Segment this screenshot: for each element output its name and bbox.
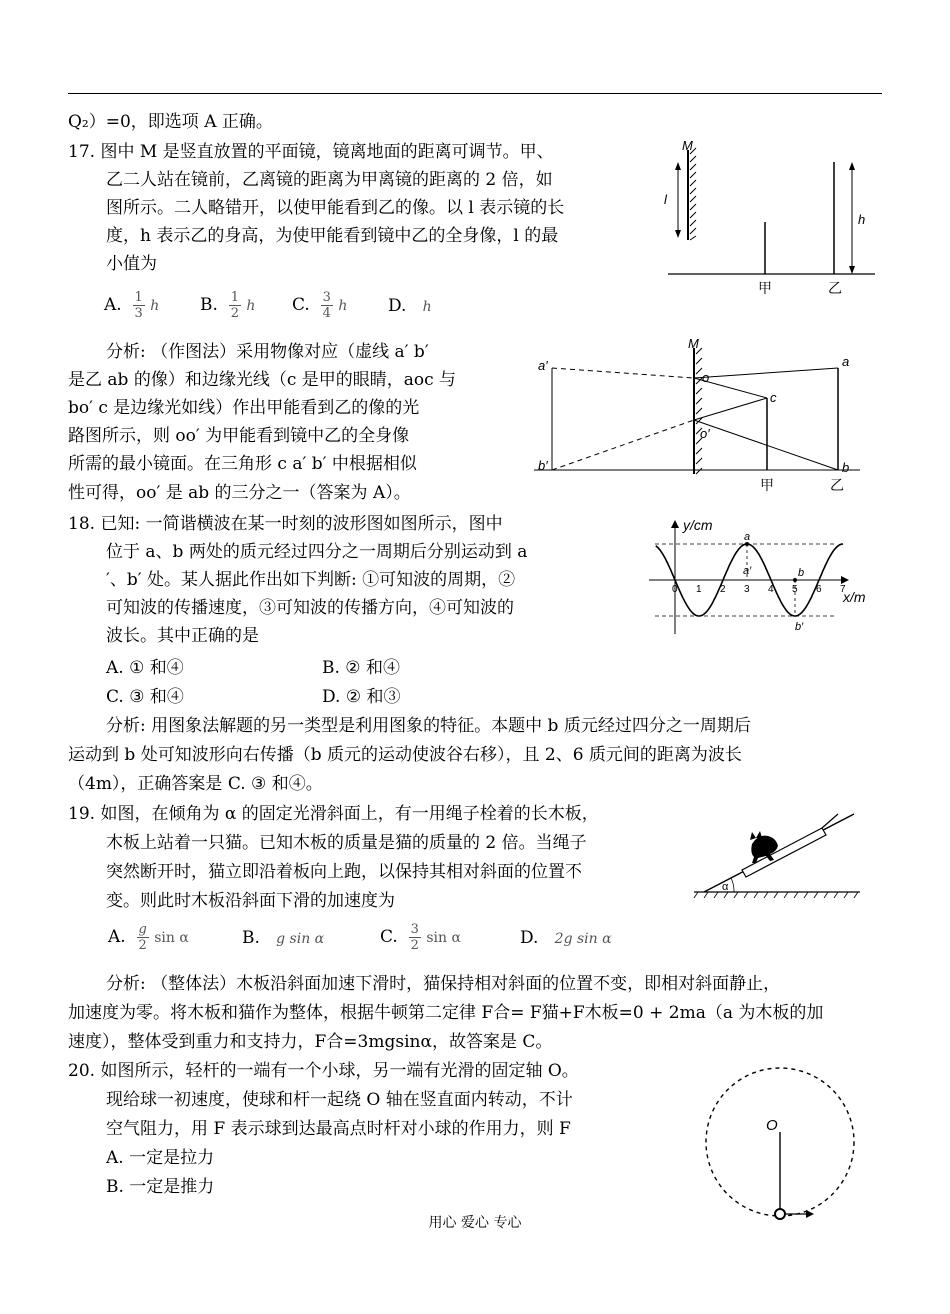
question-18-line: 位于 a、b 两处的质元经过四分之一周期后分别运动到 a <box>106 542 528 562</box>
point-a-label: a <box>842 354 850 369</box>
point-b-label: b <box>842 460 850 475</box>
question-17-line: 乙二人站在镜前，乙离镜的距离为甲离镜的距离的 2 倍，如 <box>106 170 553 190</box>
tick-label: 7 <box>840 584 846 595</box>
point-c-label: c <box>770 390 777 405</box>
height-label: h <box>858 212 866 227</box>
question-18-line: 波长。其中正确的是 <box>106 626 259 646</box>
question-19-line: 变。则此时木板沿斜面下滑的加速度为 <box>106 891 395 911</box>
person-jia-label: 甲 <box>760 477 774 493</box>
option-18-c: C. ③ 和④ <box>106 687 184 707</box>
point-b-label: b <box>798 567 805 579</box>
tick-label: 4 <box>768 584 774 595</box>
point-o-label: o <box>702 370 710 385</box>
tick-label: 2 <box>720 584 726 595</box>
question-19-line: 木板上站着一只猫。已知木板的质量是猫的质量的 2 倍。当绳子 <box>106 833 587 853</box>
text-line: Q₂）=0，即选项 A 正确。 <box>68 112 273 132</box>
option-19-c: C. $\frac{3}{2}$ sin α <box>380 922 461 953</box>
option-18-d: D. ② 和③ <box>322 687 401 707</box>
mirror-figure <box>660 138 885 298</box>
tick-label: 6 <box>816 584 822 595</box>
circular-motion-figure <box>700 1062 860 1226</box>
angle-alpha-label: α <box>722 881 729 893</box>
question-18-line: 可知波的传播速度，③可知波的传播方向，④可知波的 <box>106 598 514 618</box>
tick-label: 5 <box>792 584 798 595</box>
option-20-a: A. 一定是拉力 <box>106 1148 215 1168</box>
tick-label: 3 <box>744 584 750 595</box>
axis-o-label: O <box>766 1117 778 1134</box>
option-18-a: A. ① 和④ <box>106 658 184 678</box>
analysis-17-line: 是乙 ab 的像）和边缘光线（c 是甲的眼睛，aoc 与 <box>68 370 457 390</box>
wave-graph-figure <box>645 510 880 638</box>
point-o-prime-label: o′ <box>700 426 710 441</box>
question-20-line: 现给球一初速度，使球和杆一起绕 O 轴在竖直面内转动，不计 <box>106 1090 573 1110</box>
point-a-prime-label: a′ <box>743 565 752 577</box>
image-top-label: a′ <box>538 358 548 373</box>
analysis-17-line: 分析: （作图法）采用物像对应（虚线 a′ b′ <box>106 342 429 362</box>
question-20-line: 20. 如图所示，轻杆的一端有一个小球，另一端有光滑的固定轴 O。 <box>68 1061 579 1081</box>
question-18-line: ′、b′ 处。某人据此作出如下判断: ①可知波的周期，② <box>106 570 516 590</box>
question-19-line: 突然断开时，猫立即沿着板向上跑，以保持其相对斜面的位置不 <box>106 862 582 882</box>
option-19-d: D. 2g sin α <box>520 928 612 948</box>
option-19-b: B. g sin α <box>242 928 325 948</box>
analysis-19-line: 加速度为零。将木板和猫作为整体，根据牛顿第二定律 F合= F猫+F木板=0 + 2ma（a 为木板的加 <box>68 1003 824 1023</box>
analysis-17-line: 性可得，oo′ 是 ab 的三分之一（答案为 A）。 <box>68 483 411 503</box>
analysis-17-line: 所需的最小镜面。在三角形 c a′ b′ 中根据相似 <box>68 454 417 474</box>
tick-label: 1 <box>696 584 702 595</box>
question-18-line: 18. 已知: 一简谐横波在某一时刻的波形图如图所示，图中 <box>68 514 503 534</box>
point-a-label: a <box>744 531 751 543</box>
analysis-19-line: 分析: （整体法）木板沿斜面加速下滑时，猫保持相对斜面的位置不变，即相对斜面静止， <box>106 974 781 994</box>
option-17-c: C. $\frac{3}{4}$ h <box>292 290 348 321</box>
option-17-a: A. $\frac{1}{3}$ h <box>104 290 160 321</box>
top-rule <box>68 93 882 94</box>
person-yi-label: 乙 <box>828 280 842 296</box>
analysis-17-line: bo′ c 是边缘光如线）作出甲能看到乙的像的光 <box>68 398 420 418</box>
mirror-label: M <box>688 336 699 351</box>
mirror-label: M <box>682 138 693 153</box>
question-17-line: 度，h 表示乙的身高，为使甲能看到镜中乙的全身像，l 的最 <box>106 226 559 246</box>
question-19-line: 19. 如图，在倾角为 α 的固定光滑斜面上，有一用绳子栓着的长木板， <box>68 804 599 824</box>
tick-label: 0 <box>672 584 678 595</box>
x-axis-label: x/m <box>843 589 866 605</box>
image-bottom-label: b′ <box>538 458 548 473</box>
question-17-line: 小值为 <box>106 254 157 274</box>
analysis-18-line: （4m），正确答案是 C. ③ 和④。 <box>68 774 323 794</box>
option-18-b: B. ② 和④ <box>322 658 400 678</box>
option-17-b: B. $\frac{1}{2}$ h <box>200 290 256 321</box>
option-20-b: B. 一定是推力 <box>106 1177 215 1197</box>
option-19-a: A. $\frac{g}{2}$ sin α <box>108 922 189 953</box>
ray-diagram-figure <box>530 334 875 500</box>
analysis-18-line: 运动到 b 处可知波形向右传播（b 质元的运动使波谷右移），且 2、6 质元间的距离为波长 <box>68 745 742 765</box>
page-footer: 用心 爱心 专心 <box>428 1215 522 1231</box>
analysis-19-line: 速度），整体受到重力和支持力，F合=3mgsinα，故答案是 C。 <box>68 1032 553 1052</box>
analysis-17-line: 路图所示，则 oo′ 为甲能看到镜中乙的全身像 <box>68 426 410 446</box>
question-20-line: 空气阻力，用 F 表示球到达最高点时杆对小球的作用力，则 F <box>106 1119 571 1139</box>
person-yi-label: 乙 <box>830 477 844 493</box>
length-label: l <box>664 192 667 207</box>
point-b-prime-label: b′ <box>795 621 804 633</box>
y-axis-label: y/cm <box>683 517 713 533</box>
analysis-18-line: 分析: 用图象法解题的另一类型是利用图象的特征。本题中 b 质元经过四分之一周期后 <box>106 716 751 736</box>
question-17-line: 17. 图中 M 是竖直放置的平面镜，镜离地面的距离可调节。甲、 <box>68 142 554 162</box>
incline-figure <box>690 800 865 904</box>
person-jia-label: 甲 <box>758 280 772 296</box>
question-17-line: 图所示。二人略错开，以使甲能看到乙的像。以 l 表示镜的长 <box>106 198 565 218</box>
option-17-d: D. h <box>388 296 432 316</box>
